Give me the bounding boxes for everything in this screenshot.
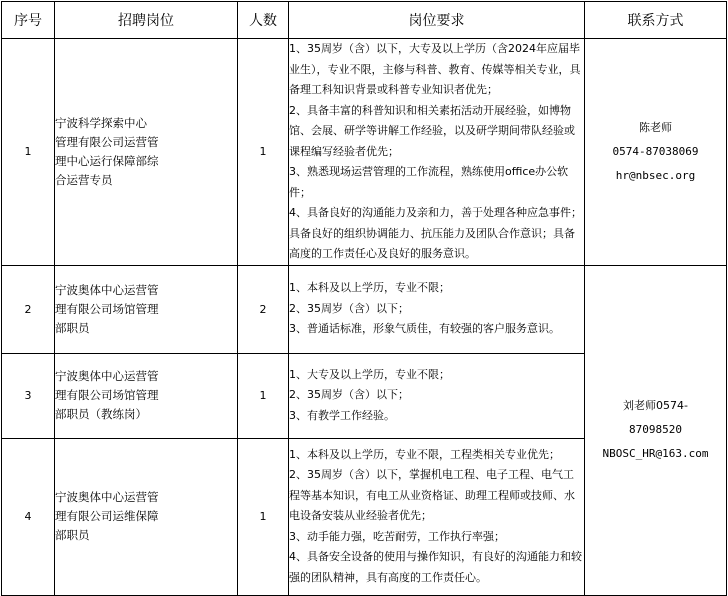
position-line: 部职员	[55, 528, 90, 542]
contact-name: 陈老师	[639, 120, 672, 134]
header-count: 人数	[238, 2, 289, 39]
headcount: 1	[238, 39, 289, 266]
table-row	[2, 265, 727, 353]
position-line: 理有限公司场馆管理	[55, 301, 159, 316]
requirement-item: 2、具备丰富的科普知识和相关素拓活动开展经验，如博物馆、会展、研学等讲解工作经验，以及研学期间带队经验或课程编写经验者优先；	[289, 103, 575, 158]
row-number: 2	[2, 265, 55, 353]
requirement-item: 1、大专及以上学历，专业不限；	[289, 367, 450, 381]
requirement-item: 1、本科及以上学历，专业不限；	[289, 281, 450, 295]
contact-phone: 0574-87038069	[612, 144, 699, 158]
header-requirements: 岗位要求	[289, 2, 585, 39]
requirement-item: 3、动手能力强，吃苦耐劳，工作执行率强；	[289, 529, 505, 543]
header-contact: 联系方式	[585, 2, 727, 39]
position-line: 理有限公司场馆管理	[55, 388, 159, 402]
requirement-item: 2、35周岁（含）以下，掌握机电工程、电子工程、电气工程等基本知识，有电工从业资格证、助理工程师或技师、水电设备安装从业经验者优先；	[289, 468, 575, 523]
table-header-row	[2, 2, 727, 39]
position-line: 部职员	[55, 320, 90, 335]
requirement-item: 2、35周岁（含）以下；	[289, 301, 409, 315]
position-line: 宁波奥体中心运营管	[55, 490, 159, 504]
requirement-item: 2、35周岁（含）以下；	[289, 388, 409, 402]
requirement-item: 1、本科及以上学历，专业不限，工程类相关专业优先；	[289, 447, 560, 461]
position-line: 管理有限公司运营管	[55, 134, 159, 149]
position-cell	[55, 353, 238, 438]
contact-cell	[585, 265, 727, 595]
row-number: 3	[2, 353, 55, 438]
position-line: 宁波科学探索中心	[55, 115, 147, 130]
requirement-item: 3、有教学工作经验。	[289, 408, 395, 422]
requirement-item: 4、具备安全设备的使用与操作知识，有良好的沟通能力和较强的团队精神，具有高度的工作责任心。	[289, 550, 582, 584]
position-line: 合运营专员	[55, 172, 113, 187]
requirements-cell	[289, 265, 585, 353]
requirements-cell	[289, 39, 585, 266]
contact-email: hr@nbsec.org	[615, 168, 696, 182]
row-number: 4	[2, 438, 55, 595]
position-cell	[55, 438, 238, 595]
headcount: 1	[238, 353, 289, 438]
requirements-cell	[289, 438, 585, 595]
position-line: 部职员（教练岗）	[55, 407, 147, 421]
position-line: 宁波奥体中心运营管	[55, 369, 159, 383]
requirements-cell	[289, 353, 585, 438]
position-cell	[55, 265, 238, 353]
requirement-item: 3、普通话标准，形象气质佳，有较强的客户服务意识。	[289, 322, 560, 336]
position-cell	[55, 39, 238, 266]
position-line: 理中心运行保障部综	[55, 153, 159, 168]
contact-phone: 87098520	[629, 423, 682, 436]
position-line: 理有限公司运维保障	[55, 509, 159, 523]
contact-email: NBOSC_HR@163.com	[602, 447, 709, 460]
position-line: 宁波奥体中心运营管	[55, 282, 159, 297]
requirement-item: 1、35周岁（含）以下，大专及以上学历（含2024年应届毕业生），专业不限，主修与科普、教育、传媒等相关专业，具备理工科知识背景或科普专业知识者优先；	[289, 42, 581, 96]
header-position: 招聘岗位	[55, 2, 238, 39]
contact-cell	[585, 39, 727, 266]
requirement-item: 3、熟悉现场运营管理的工作流程，熟练使用office办公软件；	[289, 165, 569, 199]
header-no: 序号	[2, 2, 55, 39]
headcount: 2	[238, 265, 289, 353]
contact-name-phone: 刘老师0574-	[623, 399, 688, 412]
recruitment-table	[1, 1, 727, 596]
table-row	[2, 39, 727, 266]
requirement-item: 4、具备良好的沟通能力及亲和力，善于处理各种应急事件；具备良好的组织协调能力、抗压能力及团队合作意识；具备高度的工作责任心及良好的服务意识。	[289, 206, 582, 260]
row-number: 1	[2, 39, 55, 266]
headcount: 1	[238, 438, 289, 595]
